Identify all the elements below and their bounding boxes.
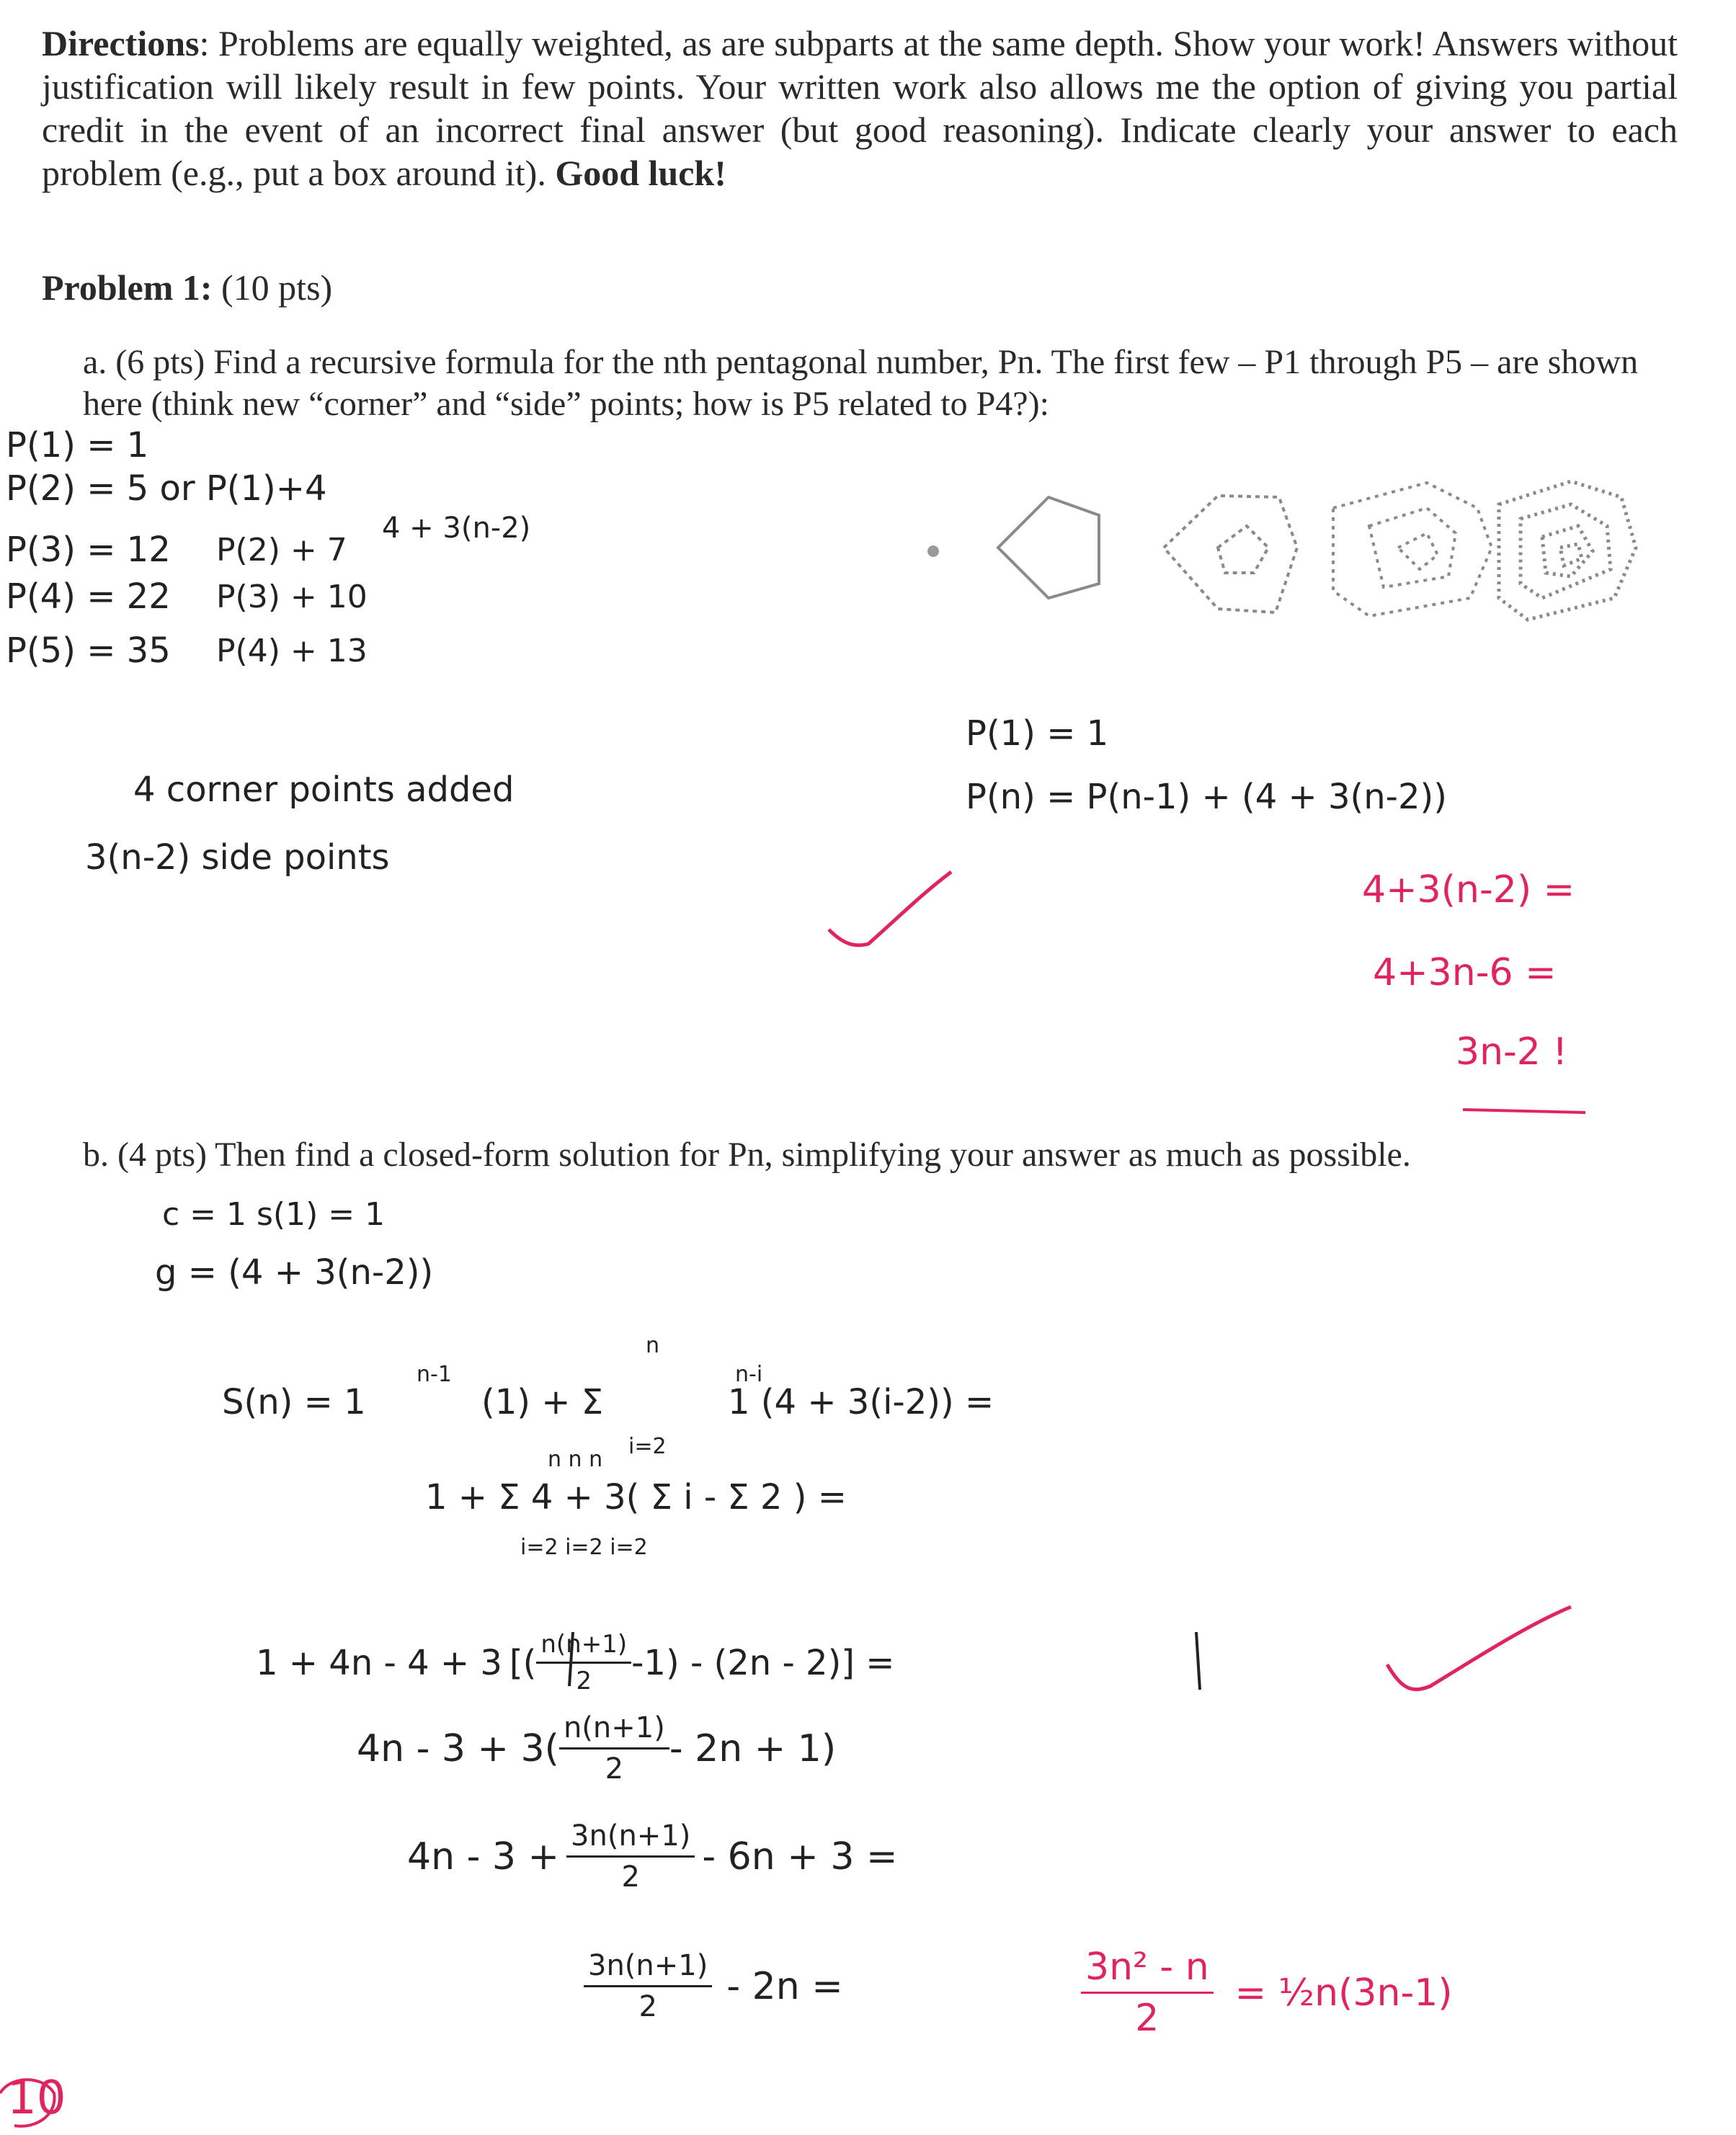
final-tail: = ½n(3n-1) bbox=[1234, 1971, 1453, 2015]
value-p4: P(4) = 22 bbox=[6, 576, 171, 617]
step2-limits-bot: i=2 i=2 i=2 bbox=[520, 1535, 648, 1560]
step5-right: - 6n + 3 = bbox=[702, 1835, 898, 1878]
final-answer bbox=[1081, 1945, 1453, 2040]
setup-c-s1: c = 1 s(1) = 1 bbox=[162, 1196, 386, 1233]
general-term: 4 + 3(n-2) bbox=[382, 512, 531, 545]
value-p3: P(3) = 12 bbox=[6, 530, 171, 570]
setup-g: g = (4 + 3(n-2)) bbox=[155, 1252, 434, 1293]
pentagon-p1-dot bbox=[927, 545, 939, 557]
step5 bbox=[407, 1819, 898, 1894]
note-corner-points: 4 corner points added bbox=[133, 770, 515, 810]
step5-fraction bbox=[566, 1819, 695, 1894]
diff-p5: P(4) + 13 bbox=[216, 633, 368, 669]
directions-text: : Problems are equally weighted, as are subparts at the same depth. Show your work! Answers without justification will likely result in few points. Your written work also allows me the option of giving you partial credit in the event of an incorrect final answer (but good reasoning). Indicate clearly your answer to each problem (e.g., put a box around it). bbox=[42, 23, 1678, 193]
problem-1-points: (10 pts) bbox=[221, 267, 333, 308]
step1-left: S(n) = 1 bbox=[222, 1382, 366, 1422]
step5-num: 3n(n+1) bbox=[566, 1819, 695, 1858]
final-fraction bbox=[1081, 1945, 1214, 2040]
step1-sum-bot: i=2 bbox=[628, 1434, 667, 1459]
answer-a-base: P(1) = 1 bbox=[966, 713, 1109, 754]
step2-expression: 1 + Σ 4 + 3( Σ i - Σ 2 ) = bbox=[425, 1477, 847, 1517]
value-p5: P(5) = 35 bbox=[6, 630, 171, 671]
diff-p4: P(3) + 10 bbox=[216, 579, 368, 615]
step1-exp: n-1 bbox=[417, 1362, 452, 1387]
pentagon-p3 bbox=[1164, 496, 1297, 612]
step6-right: - 2n = bbox=[726, 1964, 843, 2008]
step4-den: 2 bbox=[605, 1752, 624, 1786]
step4-left: 4n - 3 + 3( bbox=[357, 1726, 559, 1770]
step6-fraction bbox=[584, 1949, 712, 2023]
score: 10 bbox=[7, 2072, 66, 2125]
part-a-prompt: a. (6 pts) Find a recursive formula for the nth pentagonal number, Pn. The first few – P1 through P5 – are shown here (think new “corner” and “side” points; how is P5 related to P4?): bbox=[83, 343, 1639, 423]
directions-label: Directions bbox=[42, 23, 200, 63]
step4-num: n(n+1) bbox=[559, 1711, 669, 1750]
step3-left: 1 + 4n - 4 + 3 bbox=[256, 1642, 502, 1683]
check-mark-part-a bbox=[829, 872, 951, 945]
step3-num: n(n+1) bbox=[536, 1630, 631, 1664]
step5-left: 4n - 3 + bbox=[407, 1835, 560, 1878]
step1-mid: (1) + Σ bbox=[481, 1382, 604, 1422]
answer-a-recursion: P(n) = P(n-1) + (4 + 3(n-2)) bbox=[966, 777, 1447, 817]
pentagon-p2 bbox=[998, 497, 1099, 598]
value-p2: P(2) = 5 or P(1)+4 bbox=[6, 468, 327, 509]
step4-fraction bbox=[559, 1711, 669, 1786]
note-side-points: 3(n-2) side points bbox=[85, 837, 390, 878]
final-den: 2 bbox=[1135, 1997, 1159, 2040]
check-line-3: 3n-2 ! bbox=[1456, 1030, 1568, 1074]
diff-p3: P(2) + 7 bbox=[216, 532, 347, 569]
step4 bbox=[357, 1711, 836, 1786]
step1-sum-top: n bbox=[646, 1333, 660, 1358]
step6-den: 2 bbox=[638, 1990, 657, 2023]
check-underline bbox=[1463, 1110, 1585, 1113]
check-line-2: 4+3n-6 = bbox=[1373, 951, 1557, 994]
step3-right: -1) - (2n - 2)] = bbox=[631, 1642, 895, 1683]
step3-den: 2 bbox=[576, 1667, 592, 1695]
pentagon-p4 bbox=[1333, 483, 1492, 616]
check-line-1: 4+3(n-2) = bbox=[1362, 868, 1575, 912]
step3-bracket-open: [( bbox=[509, 1642, 537, 1683]
good-luck: Good luck! bbox=[555, 153, 726, 193]
step5-den: 2 bbox=[621, 1860, 640, 1894]
step6 bbox=[584, 1949, 843, 2023]
step6-num: 3n(n+1) bbox=[584, 1949, 712, 1987]
problem-1-title: Problem 1: bbox=[42, 267, 213, 308]
step1-exp2: n-i bbox=[735, 1362, 763, 1387]
step3-fraction bbox=[536, 1630, 631, 1695]
step2-limits-top: n n n bbox=[548, 1447, 603, 1472]
step1-right: 1 (4 + 3(i-2)) = bbox=[728, 1382, 994, 1422]
part-b-prompt: b. (4 pts) Then find a closed-form solution for Pn, simplifying your answer as much as possible. bbox=[83, 1136, 1411, 1174]
value-p1: P(1) = 1 bbox=[6, 425, 149, 465]
bracket-right bbox=[1196, 1632, 1200, 1690]
pentagon-p5 bbox=[1499, 481, 1636, 620]
step3 bbox=[256, 1630, 895, 1695]
step4-right: - 2n + 1) bbox=[669, 1726, 837, 1770]
final-num: 3n² - n bbox=[1081, 1945, 1214, 1994]
check-mark-part-b bbox=[1387, 1607, 1571, 1690]
